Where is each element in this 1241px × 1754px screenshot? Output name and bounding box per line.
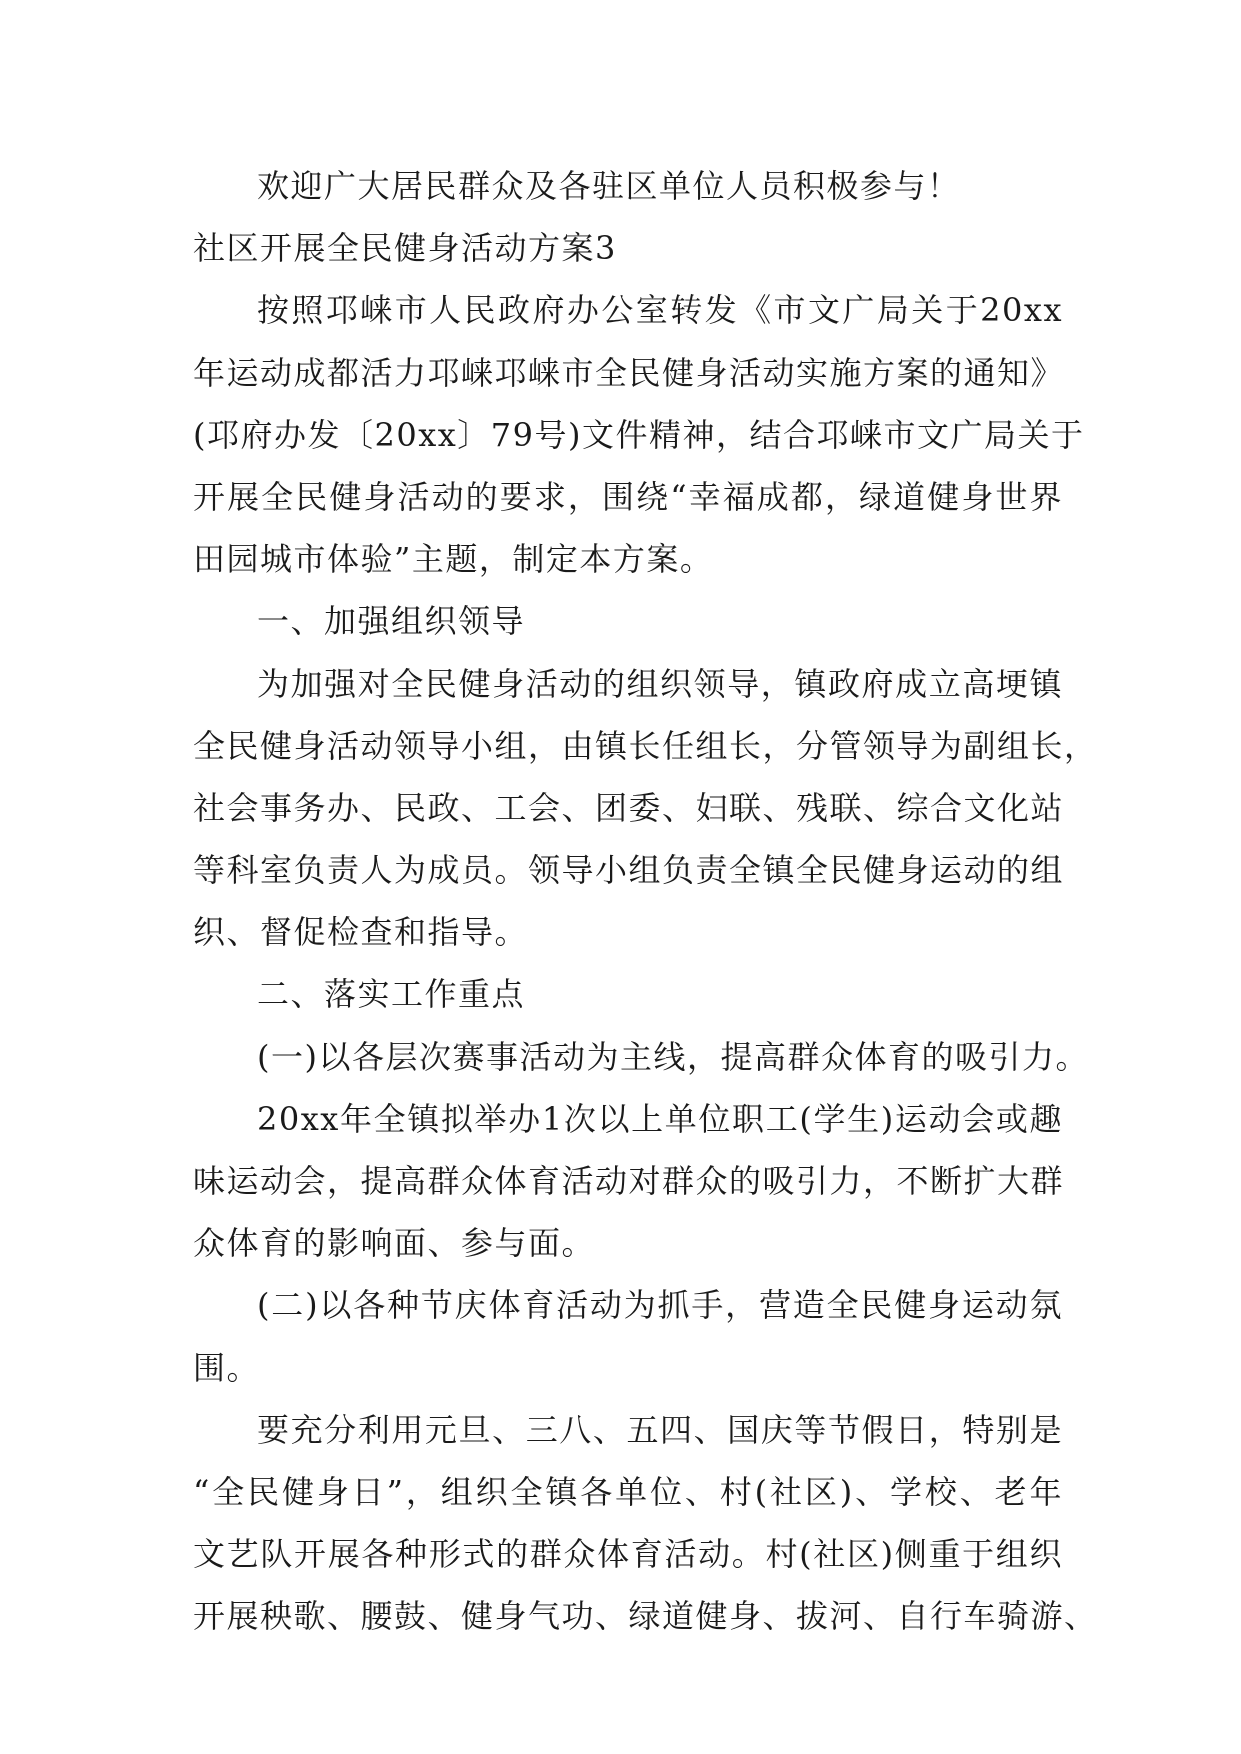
events-paragraph-line-3: 众体育的影响面、参与面。 [193, 1224, 596, 1263]
subheading-2-line-2: 围。 [193, 1348, 261, 1387]
subheading-1: (一)以各层次赛事活动为主线，提高群众体育的吸引力。 [257, 1037, 1089, 1076]
heading-1: 一、加强组织领导 [257, 602, 526, 641]
leadership-paragraph-line-3: 社会事务办、民政、工会、团委、妇联、残联、综合文化站 [193, 788, 1065, 827]
intro-paragraph-line-4: 开展全民健身活动的要求，围绕“幸福成都，绿道健身世界 [193, 477, 1063, 516]
holidays-paragraph-line-2: “全民健身日”，组织全镇各单位、村(社区)、学校、老年 [193, 1472, 1063, 1511]
heading-2: 二、落实工作重点 [257, 975, 526, 1014]
intro-paragraph-line-3: (邛府办发〔20xx〕79号)文件精神，结合邛崃市文广局关于 [193, 415, 1085, 454]
holidays-paragraph-line-3: 文艺队开展各种形式的群众体育活动。村(社区)侧重于组织 [193, 1535, 1063, 1574]
subheading-2-line-1: (二)以各种节庆体育活动为抓手，营造全民健身运动氛 [257, 1286, 1063, 1325]
leadership-paragraph-line-2: 全民健身活动领导小组，由镇长任组长，分管领导为副组长， [193, 726, 1098, 765]
intro-paragraph-line-2: 年运动成都活力邛崃邛崃市全民健身活动实施方案的通知》 [193, 353, 1065, 392]
events-paragraph-line-2: 味运动会，提高群众体育活动对群众的吸引力，不断扩大群 [193, 1162, 1065, 1200]
events-paragraph-line-1: 20xx年全镇拟举办1次以上单位职工(学生)运动会或趣 [257, 1099, 1063, 1138]
section-title: 社区开展全民健身活动方案3 [193, 229, 617, 268]
leadership-paragraph-line-1: 为加强对全民健身活动的组织领导，镇政府成立高埂镇 [257, 664, 1063, 703]
closing-invitation-line: 欢迎广大居民群众及各驻区单位人员积极参与！ [257, 167, 961, 205]
holidays-paragraph-line-4: 开展秧歌、腰鼓、健身气功、绿道健身、拔河、自行车骑游、 [193, 1597, 1098, 1636]
holidays-paragraph-line-1: 要充分利用元旦、三八、五四、国庆等节假日，特别是 [257, 1410, 1063, 1449]
intro-paragraph-line-5: 田园城市体验”主题，制定本方案。 [193, 540, 714, 579]
intro-paragraph-line-1: 按照邛崃市人民政府办公室转发《市文广局关于20xx [257, 291, 1063, 330]
document-body [193, 155, 1098, 1648]
leadership-paragraph-line-5: 织、督促检查和指导。 [193, 913, 529, 952]
leadership-paragraph-line-4: 等科室负责人为成员。领导小组负责全镇全民健身运动的组 [193, 851, 1065, 890]
